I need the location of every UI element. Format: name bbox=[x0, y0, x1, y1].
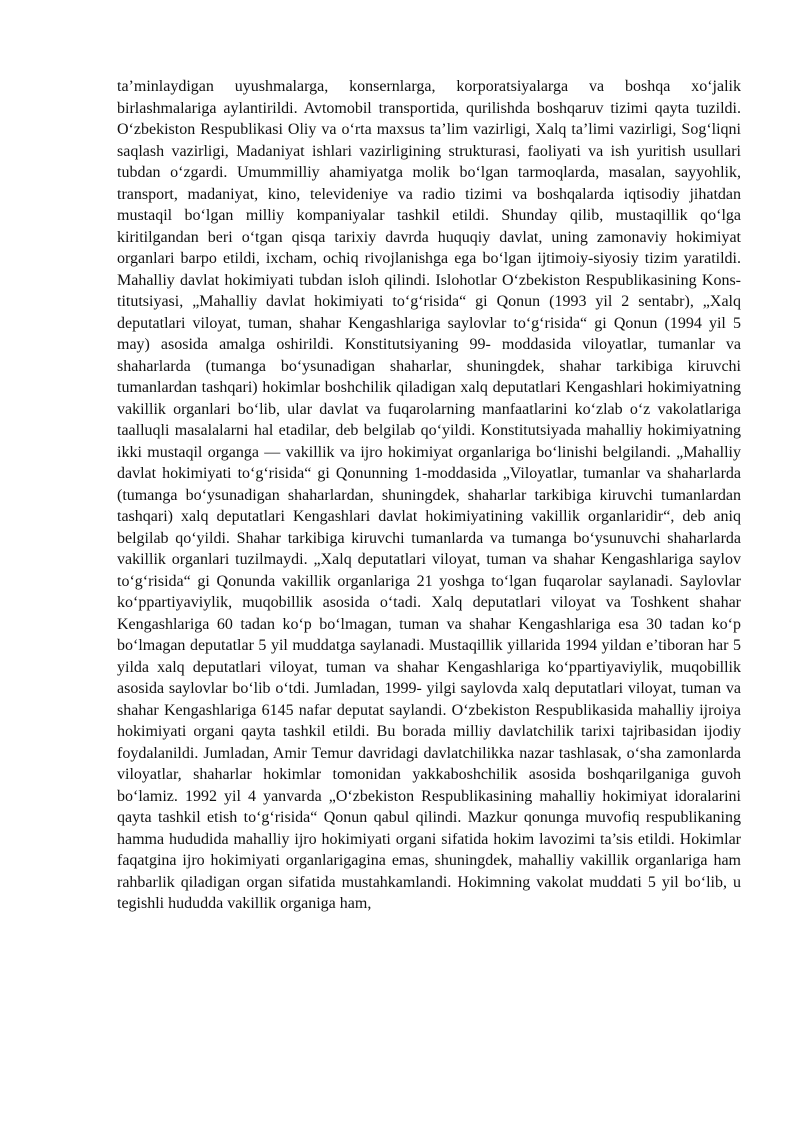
body-paragraph: ta’minlaydigan uyushmalarga, konsernlarga, korporatsiyalarga va boshqa xo‘jalik birlashmalariga aylantirildi. Avtomobil transportida, qurilishda boshqaruv tizimi qayta tuzildi. O‘zbekiston Respublikasi Oliy va o‘rta maxsus ta’lim vazirligi, Xalq ta’limi vazirligi, Sog‘liqni saqlash vazirligi, Madaniyat ishlari vazirligining strukturasi, faoliyati va ish yuritish usullari tubdan o‘zgardi. Umummilliy ahamiyatga molik bo‘lgan tarmoqlarda, masalan, sayyohlik, transport, madaniyat, kino, televideniye va radio tizimi va boshqalarda iqtisodiy jihatdan mustaqil bo‘lgan milliy kompaniyalar tashkil etildi. Shunday qilib, mustaqillik qo‘lga kiritilgandan beri o‘tgan qisqa tarixiy davrda huquqiy davlat, uning zamonaviy hokimiyat organlari barpo etildi, ixcham, ochiq rivojlanishga ega bo‘lgan ijtimoiy-siyosiy tizim yaratildi. Mahalliy davlat hokimiyati tubdan isloh qilindi. Islohotlar O‘zbekiston Respublikasining Kons-titutsiyasi, „Mahalliy davlat hokimiyati to‘g‘risida“ gi Qonun (1993 yil 2 sentabr), „Xalq deputatlari viloyat, tuman, shahar Kengashlariga saylovlar to‘g‘risida“ gi Qonun (1994 yil 5 may) asosida amalga oshirildi. Konstitutsiyaning 99- moddasida viloyatlar, tumanlar va shaharlarda (tumanga bo‘ysunadigan shaharlar, shuningdek, shahar tarkibiga kiruvchi tumanlardan tashqari) hokimlar boshchilik qiladigan xalq deputatlari Kengashlari hokimiyatning vakillik organlari bo‘lib, ular davlat va fuqarolarning manfaatlarini ko‘zlab o‘z vakolatlariga taalluqli masalalarni hal etadilar, deb belgilab qo‘yildi. Konstitutsiyada mahalliy hokimiyatning ikki mustaqil organga — vakillik va ijro hokimiyat organlariga bo‘linishi belgilandi. „Mahalliy davlat hokimiyati to‘g‘risida“ gi Qonunning 1-moddasida „Viloyatlar, tumanlar va shaharlarda (tumanga bo‘ysunadigan shaharlardan, shuningdek, shaharlar tarkibiga kiruvchi tumanlardan tashqari) xalq deputatlari Kengashlari davlat hokimiyatining vakillik organlaridir“, deb aniq belgilab qo‘yildi. Shahar tarkibiga kiruvchi tumanlarda va tumanga bo‘ysunuvchi shaharlarda vakillik organlari tuzilmaydi. „Xalq deputatlari viloyat, tuman va shahar Kengashlariga saylov to‘g‘risida“ gi Qonunda vakillik organlariga 21 yoshga to‘lgan fuqarolar saylanadi. Saylovlar ko‘ppartiyaviylik, muqobillik asosida o‘tadi. Xalq deputatlari viloyat va Toshkent shahar Kengashlariga 60 tadan ko‘p bo‘lmagan, tuman va shahar Kengashlariga esa 30 tadan ko‘p bo‘lmagan deputatlar 5 yil muddatga saylanadi. Mustaqillik yillarida 1994 yildan e’tiboran har 5 yilda xalq deputatlari viloyat, tuman va shahar Kengashlariga ko‘ppartiyaviylik, muqobillik asosida saylovlar bo‘lib o‘tdi. Jumladan, 1999- yilgi saylovda xalq deputatlari viloyat, tuman va shahar Kengashlariga 6145 nafar deputat saylandi. O‘zbekiston Respublikasida mahalliy ijroiya hokimiyati organi qayta tashkil etildi. Bu borada milliy davlatchilik tarixi tajribasidan ijodiy foydalanildi. Jumladan, Amir Temur davridagi davlatchilikka nazar tashlasak, o‘sha zamonlarda viloyatlar, shaharlar hokimlar tomonidan yakkaboshchilik asosida boshqarilganiga guvoh bo‘lamiz. 1992 yil 4 yanvarda „O‘zbekiston Respublikasining mahalliy hokimiyat idoralarini qayta tashkil etish to‘g‘risida“ Qonun qabul qilindi. Mazkur qonunga muvofiq respublikaning hamma hududida mahalliy ijro hokimiyati organi sifatida hokim lavozimi ta’sis etildi. Hokimlar faqatgina ijro hokimiyati organlarigagina emas, shuningdek, mahalliy vakillik organlariga ham rahbarlik qiladigan organ sifatida mustahkamlandi. Hokimning vakolat muddati 5 yil bo‘lib, u tegishli hududda vakillik organiga ham, bbox=[117, 78, 741, 912]
